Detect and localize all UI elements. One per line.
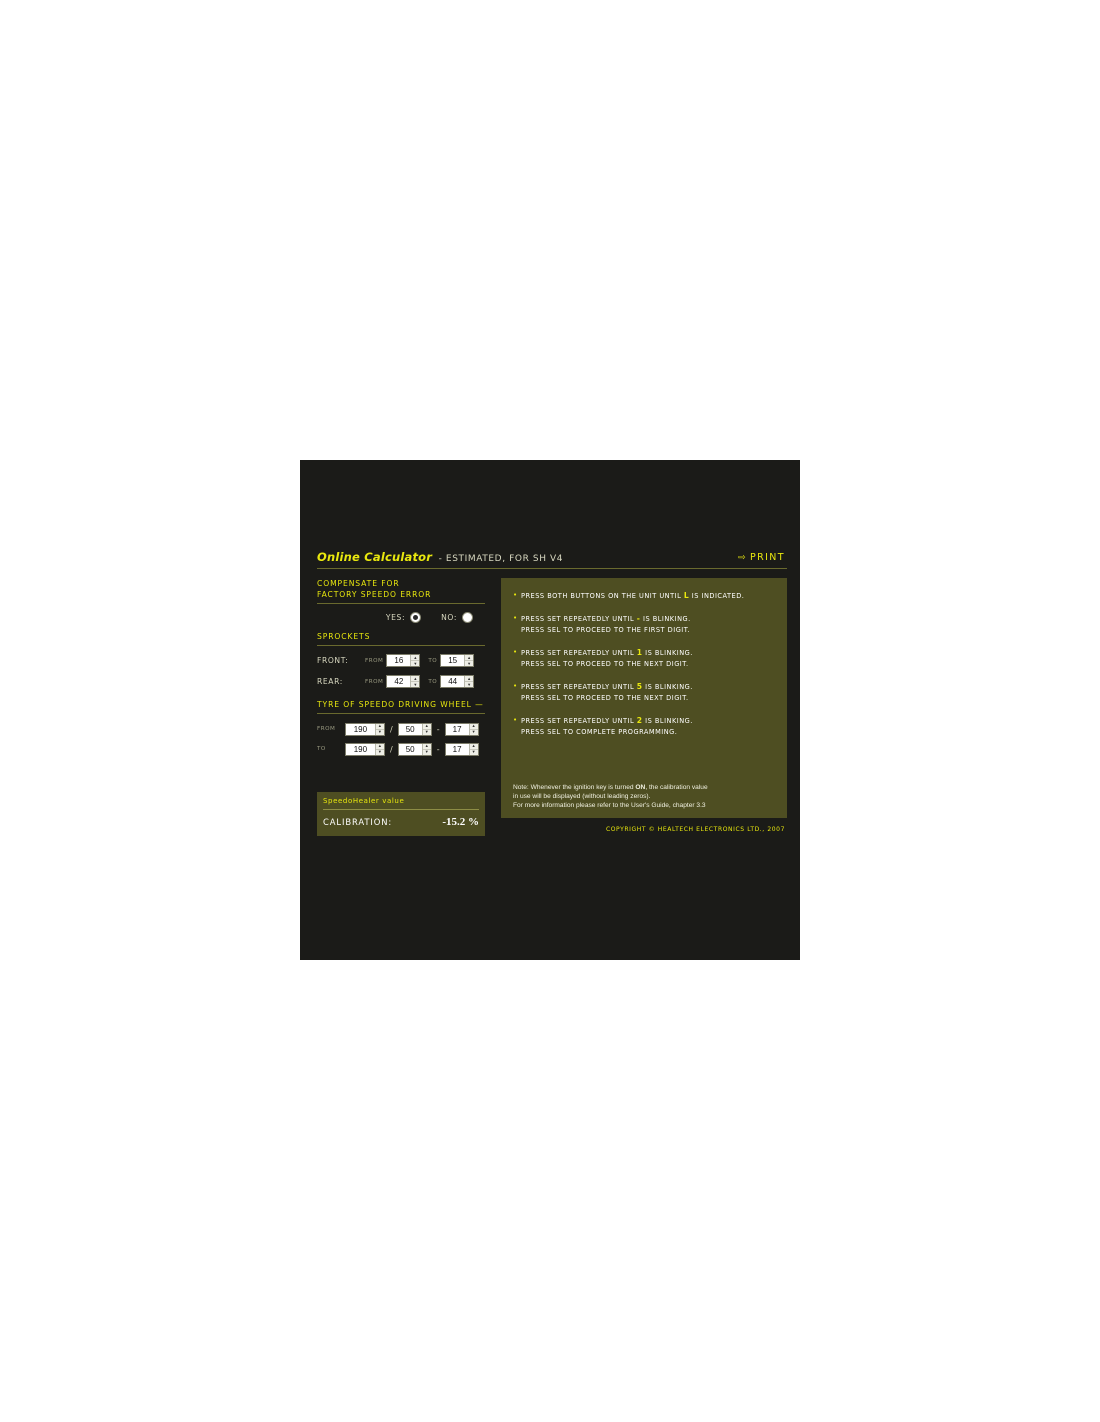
instruction-step-text: [521, 647, 693, 670]
calculator-content: [317, 548, 787, 878]
sprocket-front-from-value[interactable]: 16: [394, 656, 404, 665]
header: [317, 548, 787, 574]
instruction-text-post: IS BLINKING.: [640, 615, 691, 623]
tyre-to-rim-stepper[interactable]: [445, 743, 479, 756]
tyre-divider: [317, 713, 485, 714]
sprocket-rear-from-label: FROM: [365, 678, 384, 685]
tyre-from-rim-stepper[interactable]: [445, 723, 479, 736]
tyre-from-width-arrows[interactable]: [375, 724, 384, 735]
tyre-to-rim-arrows[interactable]: [469, 744, 478, 755]
instruction-text-line2: PRESS SEL TO COMPLETE PROGRAMMING.: [521, 728, 678, 736]
instruction-step-text: [521, 681, 693, 704]
tyre-to-width-value[interactable]: 190: [353, 744, 368, 754]
compensate-heading-line2: FACTORY SPEEDO ERROR: [317, 590, 432, 599]
sprocket-front-label: FRONT:: [317, 656, 349, 665]
calibration-label: CALIBRATION:: [323, 817, 393, 827]
instruction-step: [513, 715, 775, 738]
sprocket-rear-row: [317, 672, 485, 691]
tyre-to-row: [317, 739, 485, 759]
instruction-text-pre: PRESS SET REPEATEDLY UNTIL: [521, 615, 637, 623]
sprocket-rear-from-value[interactable]: 42: [394, 677, 404, 686]
compensate-section: [317, 578, 485, 625]
note-line1-c: , the calibration value: [645, 784, 708, 791]
instructions-panel: [501, 578, 787, 818]
note-line1-a: Note: Whenever the ignition key is turned: [513, 784, 636, 791]
tyre-to-rim-value[interactable]: 17: [452, 744, 462, 754]
header-divider: [317, 568, 787, 569]
instruction-step-text: [521, 590, 744, 602]
bullet-icon: •: [513, 716, 518, 724]
instruction-text-pre: PRESS SET REPEATEDLY UNTIL: [521, 717, 637, 725]
note-line3: For more information please refer to the User's Guide, chapter 3.3: [513, 802, 706, 809]
sprocket-rear-to-stepper[interactable]: [440, 675, 474, 688]
sprocket-front-to-value[interactable]: 15: [448, 656, 458, 665]
calibration-divider: [323, 809, 479, 810]
bullet-icon: •: [513, 591, 518, 599]
sprockets-heading: SPROCKETS: [317, 632, 371, 641]
sprocket-front-from-arrows[interactable]: [410, 655, 419, 666]
sprocket-rear-to-arrows[interactable]: [464, 676, 473, 687]
instruction-step-text: [521, 715, 693, 738]
calibration-heading: SpeedoHealer value: [323, 797, 405, 805]
instruction-text-line2: PRESS SEL TO PROCEED TO THE FIRST DIGIT.: [521, 626, 691, 634]
compensate-yes-radio[interactable]: [410, 612, 421, 623]
instruction-step: [513, 681, 775, 704]
bullet-icon: •: [513, 648, 518, 656]
sprocket-rear-from-stepper[interactable]: [386, 675, 420, 688]
instruction-text-line2: PRESS SEL TO PROCEED TO THE NEXT DIGIT.: [521, 660, 689, 668]
chevron-up-icon[interactable]: ▲: [470, 724, 478, 730]
instruction-text-pre: PRESS SET REPEATEDLY UNTIL: [521, 649, 637, 657]
chevron-up-icon[interactable]: ▲: [411, 676, 419, 682]
instruction-text-highlight: -: [636, 614, 641, 623]
tyre-to-width-arrows[interactable]: [375, 744, 384, 755]
compensate-divider: [317, 603, 485, 604]
tyre-from-rim-value[interactable]: 17: [452, 724, 462, 734]
instruction-step: [513, 613, 775, 636]
tyre-from-slash: /: [390, 724, 393, 734]
print-button-label: PRINT: [749, 552, 785, 563]
note-line1-emphasis: ON: [635, 784, 646, 791]
compensate-no-radio[interactable]: [462, 612, 473, 623]
tyre-from-width-stepper[interactable]: [345, 723, 385, 736]
sprocket-rear-from-arrows[interactable]: [410, 676, 419, 687]
chevron-down-icon[interactable]: ▼: [413, 660, 418, 666]
page-title-main: Online Calculator: [317, 550, 433, 564]
instruction-text-highlight: 1: [636, 648, 643, 657]
chevron-up-icon[interactable]: ▲: [423, 724, 431, 730]
page-title-sub: - ESTIMATED, FOR SH V4: [438, 554, 564, 564]
sprocket-front-to-arrows[interactable]: [464, 655, 473, 666]
chevron-down-icon[interactable]: ▼: [377, 749, 382, 754]
sprockets-section: [317, 631, 485, 691]
instruction-text-post: IS BLINKING.: [642, 683, 693, 691]
instruction-step: [513, 590, 775, 602]
tyre-to-ratio-stepper[interactable]: [398, 743, 432, 756]
tyre-to-slash: /: [390, 744, 393, 754]
instruction-text-highlight: L: [683, 591, 690, 600]
chevron-down-icon[interactable]: ▼: [471, 729, 476, 734]
compensate-heading-line1: COMPENSATE FOR: [317, 579, 400, 588]
chevron-down-icon[interactable]: ▼: [413, 681, 418, 687]
sprocket-front-row: [317, 651, 485, 670]
chevron-up-icon[interactable]: ▲: [465, 676, 473, 682]
instruction-text-pre: PRESS SET REPEATEDLY UNTIL: [521, 683, 637, 691]
sprocket-rear-to-value[interactable]: 44: [448, 677, 458, 686]
tyre-from-ratio-value[interactable]: 50: [405, 724, 415, 734]
tyre-to-width-stepper[interactable]: [345, 743, 385, 756]
chevron-up-icon[interactable]: ▲: [465, 655, 473, 661]
compensate-radio-row: [317, 609, 485, 625]
sprocket-front-from-stepper[interactable]: [386, 654, 420, 667]
instruction-text-post: IS BLINKING.: [642, 717, 693, 725]
chevron-up-icon[interactable]: ▲: [423, 744, 431, 750]
tyre-from-row: [317, 719, 485, 739]
sprocket-rear-to-label: TO: [428, 678, 438, 685]
arrow-right-icon: ⇨: [738, 553, 747, 563]
instruction-text-line2: PRESS SEL TO PROCEED TO THE NEXT DIGIT.: [521, 694, 689, 702]
tyre-section: [317, 699, 485, 759]
copyright-text: COPYRIGHT © HEALTECH ELECTRONICS LTD., 2007: [605, 826, 785, 833]
instruction-text-pre: PRESS BOTH BUTTONS ON THE UNIT UNTIL: [521, 592, 684, 600]
instruction-step: [513, 647, 775, 670]
sprocket-front-to-stepper[interactable]: [440, 654, 474, 667]
chevron-up-icon[interactable]: ▲: [411, 655, 419, 661]
instruction-text-highlight: 5: [636, 682, 643, 691]
instruction-text-highlight: 2: [636, 716, 643, 725]
chevron-up-icon[interactable]: ▲: [376, 724, 384, 730]
calibration-panel: [317, 792, 485, 836]
bullet-icon: •: [513, 614, 518, 622]
chevron-up-icon[interactable]: ▲: [376, 744, 384, 750]
calibration-row: [323, 816, 479, 828]
tyre-from-label: FROM: [317, 726, 336, 732]
tyre-from-dash: -: [436, 724, 440, 734]
tyre-to-ratio-arrows[interactable]: [422, 744, 431, 755]
print-button[interactable]: [738, 552, 785, 563]
tyre-from-rim-arrows[interactable]: [469, 724, 478, 735]
tyre-from-ratio-stepper[interactable]: [398, 723, 432, 736]
instructions-note: [513, 783, 775, 810]
tyre-to-label: TO: [317, 746, 326, 752]
compensate-yes-label: YES:: [385, 612, 406, 622]
sprockets-divider: [317, 645, 485, 646]
sprocket-rear-label: REAR:: [317, 677, 343, 686]
chevron-up-icon[interactable]: ▲: [470, 744, 478, 750]
chevron-down-icon[interactable]: ▼: [377, 729, 382, 734]
page-title: [317, 548, 563, 566]
sprocket-front-to-label: TO: [428, 657, 438, 664]
tyre-from-ratio-arrows[interactable]: [422, 724, 431, 735]
chevron-down-icon[interactable]: ▼: [424, 729, 429, 734]
online-calculator-window: [300, 460, 800, 960]
tyre-from-width-value[interactable]: 190: [353, 724, 368, 734]
note-line2: in use will be displayed (without leading zeros).: [513, 793, 651, 800]
tyre-heading: TYRE OF SPEEDO DRIVING WHEEL —: [317, 700, 484, 709]
chevron-down-icon[interactable]: ▼: [424, 749, 429, 754]
instruction-step-text: [521, 613, 691, 636]
chevron-down-icon[interactable]: ▼: [467, 660, 472, 666]
compensate-no-label: NO:: [441, 612, 457, 622]
bullet-icon: •: [513, 682, 518, 690]
chevron-down-icon[interactable]: ▼: [471, 749, 476, 754]
instruction-text-post: IS INDICATED.: [689, 592, 745, 600]
tyre-to-dash: -: [436, 744, 440, 754]
compensate-yes-group[interactable]: [386, 612, 421, 623]
tyre-to-ratio-value[interactable]: 50: [405, 744, 415, 754]
instruction-text-post: IS BLINKING.: [642, 649, 693, 657]
compensate-no-group[interactable]: [441, 612, 473, 623]
sprocket-front-from-label: FROM: [365, 657, 384, 664]
chevron-down-icon[interactable]: ▼: [467, 681, 472, 687]
calibration-value: -15.2 %: [442, 816, 479, 828]
settings-column: [317, 578, 485, 759]
